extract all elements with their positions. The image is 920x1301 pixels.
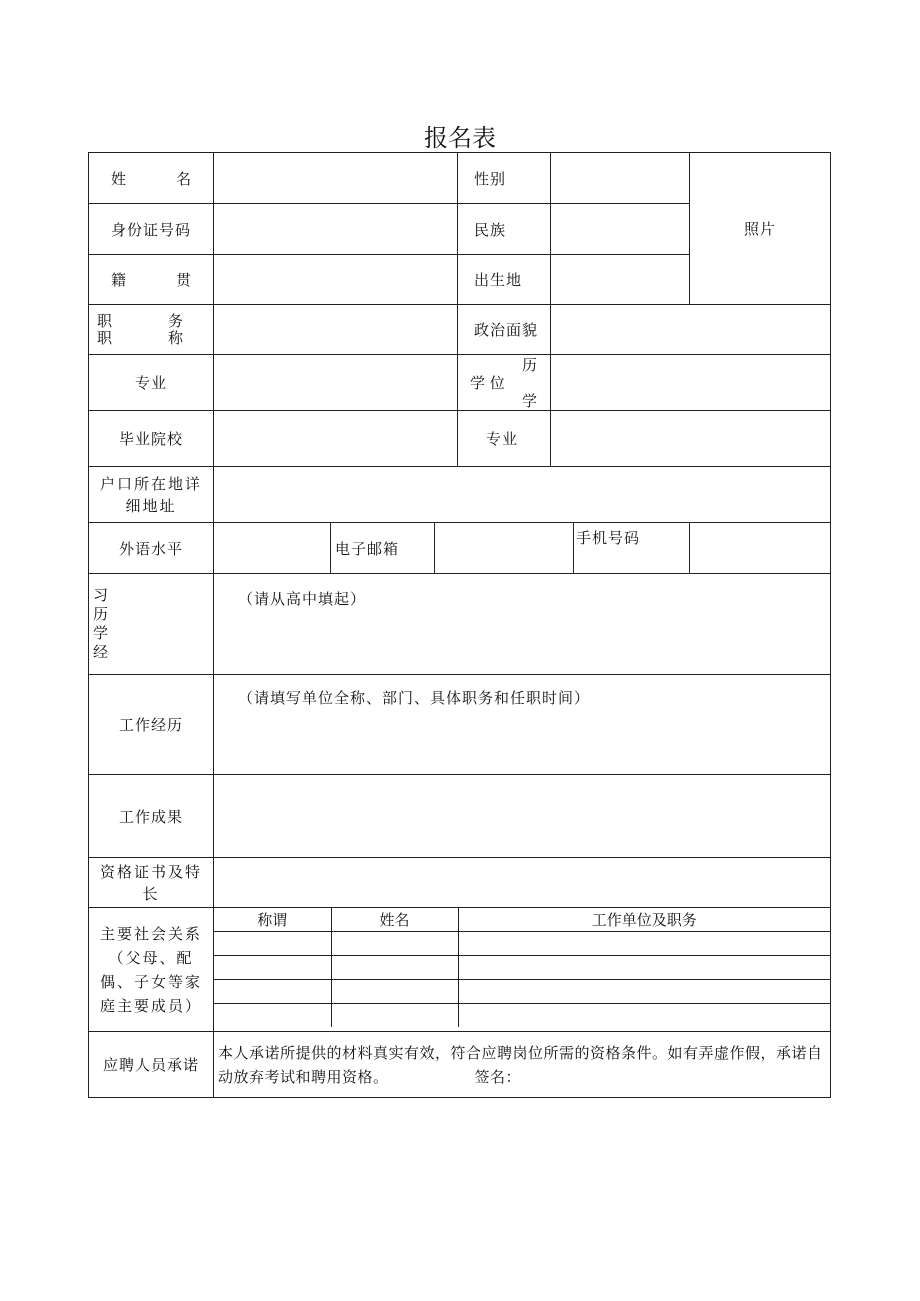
work-history-label: 工作经历 xyxy=(89,675,214,775)
native-place-field[interactable] xyxy=(214,255,458,305)
relations-cell[interactable] xyxy=(331,956,458,980)
mobile-field[interactable] xyxy=(690,523,831,574)
pledge-label: 应聘人员承诺 xyxy=(89,1032,214,1098)
certificates-label: 资格证书及特长 xyxy=(89,858,214,908)
work-results-label: 工作成果 xyxy=(89,775,214,858)
social-relations-table xyxy=(214,908,830,1027)
work-history-field[interactable] xyxy=(214,675,831,775)
signature-label: 签名： xyxy=(474,1067,522,1086)
graduate-school-label: 毕业院校 xyxy=(89,411,214,467)
position-title-label: 职 务 职 称 xyxy=(89,305,214,355)
relations-cell[interactable] xyxy=(331,932,458,956)
birthplace-label: 出生地 xyxy=(458,255,551,305)
id-number-label: 身份证号码 xyxy=(89,204,214,255)
email-field[interactable] xyxy=(435,523,574,574)
foreign-language-field[interactable] xyxy=(214,523,331,574)
social-relations-table-cell xyxy=(214,908,831,1032)
major2-field[interactable] xyxy=(551,411,831,467)
pledge-text-cell xyxy=(214,1032,831,1098)
study-history-field[interactable] xyxy=(214,574,831,675)
political-status-label: 政治面貌 xyxy=(458,305,551,355)
photo-cell[interactable]: 照片 xyxy=(690,153,831,305)
work-results-field[interactable] xyxy=(214,775,831,858)
relations-header-workplace: 工作单位及职务 xyxy=(458,908,830,932)
ethnicity-field[interactable] xyxy=(551,204,690,255)
study-history-hint: （请从高中填起） xyxy=(238,590,367,608)
certificates-field[interactable] xyxy=(214,858,831,908)
mobile-label: 手机号码 xyxy=(574,523,690,574)
graduate-school-field[interactable] xyxy=(214,411,458,467)
major-field[interactable] xyxy=(214,355,458,411)
position-title-field[interactable] xyxy=(214,305,458,355)
gender-label: 性别 xyxy=(458,153,551,204)
name-label: 姓 名 xyxy=(89,153,214,204)
household-address-field[interactable] xyxy=(214,467,831,523)
major-label: 专业 xyxy=(89,355,214,411)
major2-label: 专业 xyxy=(458,411,551,467)
relations-cell[interactable] xyxy=(458,980,830,1004)
work-history-hint: （请填写单位全称、部门、具体职务和任职时间） xyxy=(238,689,591,707)
political-status-field[interactable] xyxy=(551,305,831,355)
native-place-label: 籍 贯 xyxy=(89,255,214,305)
relations-cell[interactable] xyxy=(331,1004,458,1028)
form-title: 报名表 xyxy=(424,124,496,152)
relations-cell[interactable] xyxy=(214,956,331,980)
relations-header-title: 称谓 xyxy=(214,908,331,932)
id-number-field[interactable] xyxy=(214,204,458,255)
relations-cell[interactable] xyxy=(458,932,830,956)
ethnicity-label: 民族 xyxy=(458,204,551,255)
social-relations-label: 主要社会关系（父母、配偶、子女等家庭主要成员） xyxy=(89,908,214,1032)
relations-cell[interactable] xyxy=(214,980,331,1004)
relations-cell[interactable] xyxy=(331,980,458,1004)
email-label: 电子邮箱 xyxy=(331,523,435,574)
education-degree-field[interactable] xyxy=(551,355,831,411)
relations-header-name: 姓名 xyxy=(331,908,458,932)
relations-cell[interactable] xyxy=(458,956,830,980)
study-history-label: 习 历 学 经 xyxy=(89,574,214,675)
foreign-language-label: 外语水平 xyxy=(89,523,214,574)
education-degree-label: 历 学 位 学 xyxy=(458,355,551,411)
gender-field[interactable] xyxy=(551,153,690,204)
household-address-label: 户口所在地详细地址 xyxy=(89,467,214,523)
relations-cell[interactable] xyxy=(458,1004,830,1028)
name-field[interactable] xyxy=(214,153,458,204)
relations-cell[interactable] xyxy=(214,932,331,956)
relations-cell[interactable] xyxy=(214,1004,331,1028)
registration-form-table xyxy=(88,152,831,1098)
birthplace-field[interactable] xyxy=(551,255,690,305)
pledge-text: 本人承诺所提供的材料真实有效，符合应聘岗位所需的资格条件。如有弄虚作假，承诺自动放弃考试和聘用资格。 xyxy=(218,1043,823,1086)
